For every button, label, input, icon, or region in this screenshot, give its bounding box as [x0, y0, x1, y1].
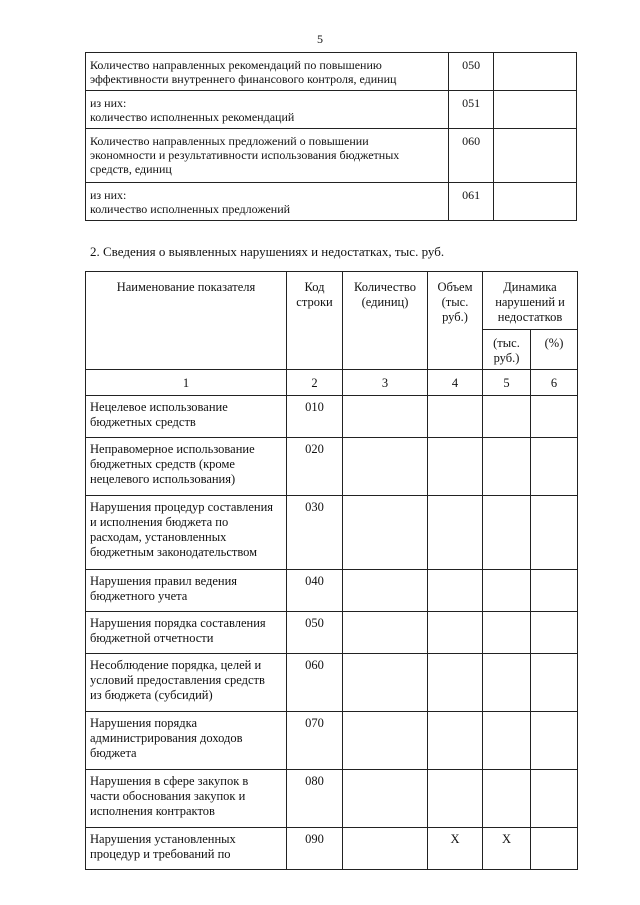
- violation-row: [86, 438, 578, 496]
- violation-cell-c6: [531, 496, 578, 570]
- recommendation-value: [494, 91, 577, 129]
- violation-cell-c6: [531, 612, 578, 654]
- violation-cell-c5: [483, 570, 531, 612]
- violation-cell-c3: [343, 396, 428, 438]
- header-dynamics-percent: (%): [531, 330, 578, 370]
- violation-row: [86, 496, 578, 570]
- header-dynamics: Динамика нарушений и недостатков: [483, 272, 578, 330]
- violation-row: [86, 612, 578, 654]
- recommendation-row: [86, 129, 577, 183]
- violation-cell-c3: [343, 570, 428, 612]
- violation-cell-c6: [531, 396, 578, 438]
- recommendation-code: 051: [448, 91, 493, 129]
- recommendations-table: [85, 52, 577, 221]
- violation-name: Нарушения установленных процедур и требований по: [86, 828, 287, 870]
- section-2-title: 2. Сведения о выявленных нарушениях и недостатках, тыс. руб.: [90, 244, 445, 259]
- recommendation-code: 060: [448, 129, 493, 183]
- recommendation-label: Количество направленных предложений о повышении экономности и результативности использования бюджетных средств, единиц: [86, 129, 449, 183]
- violation-name: Нарушения правил ведения бюджетного учета: [86, 570, 287, 612]
- violation-code: 080: [287, 770, 343, 828]
- column-number: 3: [343, 370, 428, 396]
- header-count: Количество (единиц): [343, 272, 428, 370]
- recommendation-row: [86, 183, 577, 221]
- violation-cell-c5: [483, 654, 531, 712]
- violation-name: Нарушения процедур составления и исполнения бюджета по расходам, установленных бюджетным законодательством: [86, 496, 287, 570]
- violation-cell-c5: [483, 396, 531, 438]
- violation-cell-c5: [483, 770, 531, 828]
- violation-cell-c4: [428, 712, 483, 770]
- violation-code: 070: [287, 712, 343, 770]
- column-number: 2: [287, 370, 343, 396]
- violation-cell-c3: [343, 770, 428, 828]
- recommendation-code: 061: [448, 183, 493, 221]
- column-number: 6: [531, 370, 578, 396]
- violation-cell-c5: [483, 438, 531, 496]
- violation-cell-c6: [531, 712, 578, 770]
- violation-name: Нецелевое использование бюджетных средств: [86, 396, 287, 438]
- violation-code: 010: [287, 396, 343, 438]
- violation-cell-c3: [343, 828, 428, 870]
- violation-cell-c3: [343, 612, 428, 654]
- violation-name: Несоблюдение порядка, целей и условий предоставления средств из бюджета (субсидий): [86, 654, 287, 712]
- violation-row: [86, 770, 578, 828]
- violation-cell-c3: [343, 438, 428, 496]
- recommendation-label: из них: количество исполненных предложений: [86, 183, 449, 221]
- violation-cell-c3: [343, 496, 428, 570]
- violation-cell-c5: [483, 712, 531, 770]
- violation-cell-c4: [428, 396, 483, 438]
- column-number: 1: [86, 370, 287, 396]
- violation-name: Нарушения порядка администрирования доходов бюджета: [86, 712, 287, 770]
- violation-code: 030: [287, 496, 343, 570]
- column-number: 4: [428, 370, 483, 396]
- recommendation-value: [494, 183, 577, 221]
- violation-row: [86, 570, 578, 612]
- violation-cell-c4: [428, 570, 483, 612]
- violation-cell-c4: [428, 612, 483, 654]
- violation-name: Неправомерное использование бюджетных средств (кроме нецелевого использования): [86, 438, 287, 496]
- violation-cell-c4: X: [428, 828, 483, 870]
- violation-code: 020: [287, 438, 343, 496]
- violation-cell-c3: [343, 654, 428, 712]
- violation-cell-c4: [428, 770, 483, 828]
- violation-row: [86, 654, 578, 712]
- violation-cell-c6: [531, 770, 578, 828]
- header-row-code: Код строки: [287, 272, 343, 370]
- page-number: 5: [317, 32, 323, 46]
- header-dynamics-thousand: (тыс. руб.): [483, 330, 531, 370]
- violation-code: 040: [287, 570, 343, 612]
- header-volume: Объем (тыс. руб.): [428, 272, 483, 370]
- violation-cell-c6: [531, 654, 578, 712]
- violations-table: [85, 271, 578, 870]
- violation-cell-c6: [531, 438, 578, 496]
- violation-name: Нарушения порядка составления бюджетной отчетности: [86, 612, 287, 654]
- violation-cell-c5: [483, 612, 531, 654]
- recommendation-row: [86, 91, 577, 129]
- column-number: 5: [483, 370, 531, 396]
- violation-cell-c6: [531, 570, 578, 612]
- violation-cell-c5: [483, 496, 531, 570]
- column-numbers-row: [86, 370, 578, 396]
- violation-row: [86, 828, 578, 870]
- violation-cell-c4: [428, 654, 483, 712]
- header-indicator-name: Наименование показателя: [86, 272, 287, 370]
- violation-code: 050: [287, 612, 343, 654]
- recommendation-label: из них: количество исполненных рекомендаций: [86, 91, 449, 129]
- violation-cell-c3: [343, 712, 428, 770]
- violation-cell-c4: [428, 438, 483, 496]
- recommendation-row: [86, 53, 577, 91]
- violation-row: [86, 396, 578, 438]
- recommendation-code: 050: [448, 53, 493, 91]
- violation-name: Нарушения в сфере закупок в части обоснования закупок и исполнения контрактов: [86, 770, 287, 828]
- violation-cell-c6: [531, 828, 578, 870]
- violation-row: [86, 712, 578, 770]
- recommendation-value: [494, 129, 577, 183]
- violation-cell-c4: [428, 496, 483, 570]
- violation-cell-c5: X: [483, 828, 531, 870]
- violation-code: 090: [287, 828, 343, 870]
- recommendation-label: Количество направленных рекомендаций по повышению эффективности внутреннего финансового контроля, единиц: [86, 53, 449, 91]
- violation-code: 060: [287, 654, 343, 712]
- recommendation-value: [494, 53, 577, 91]
